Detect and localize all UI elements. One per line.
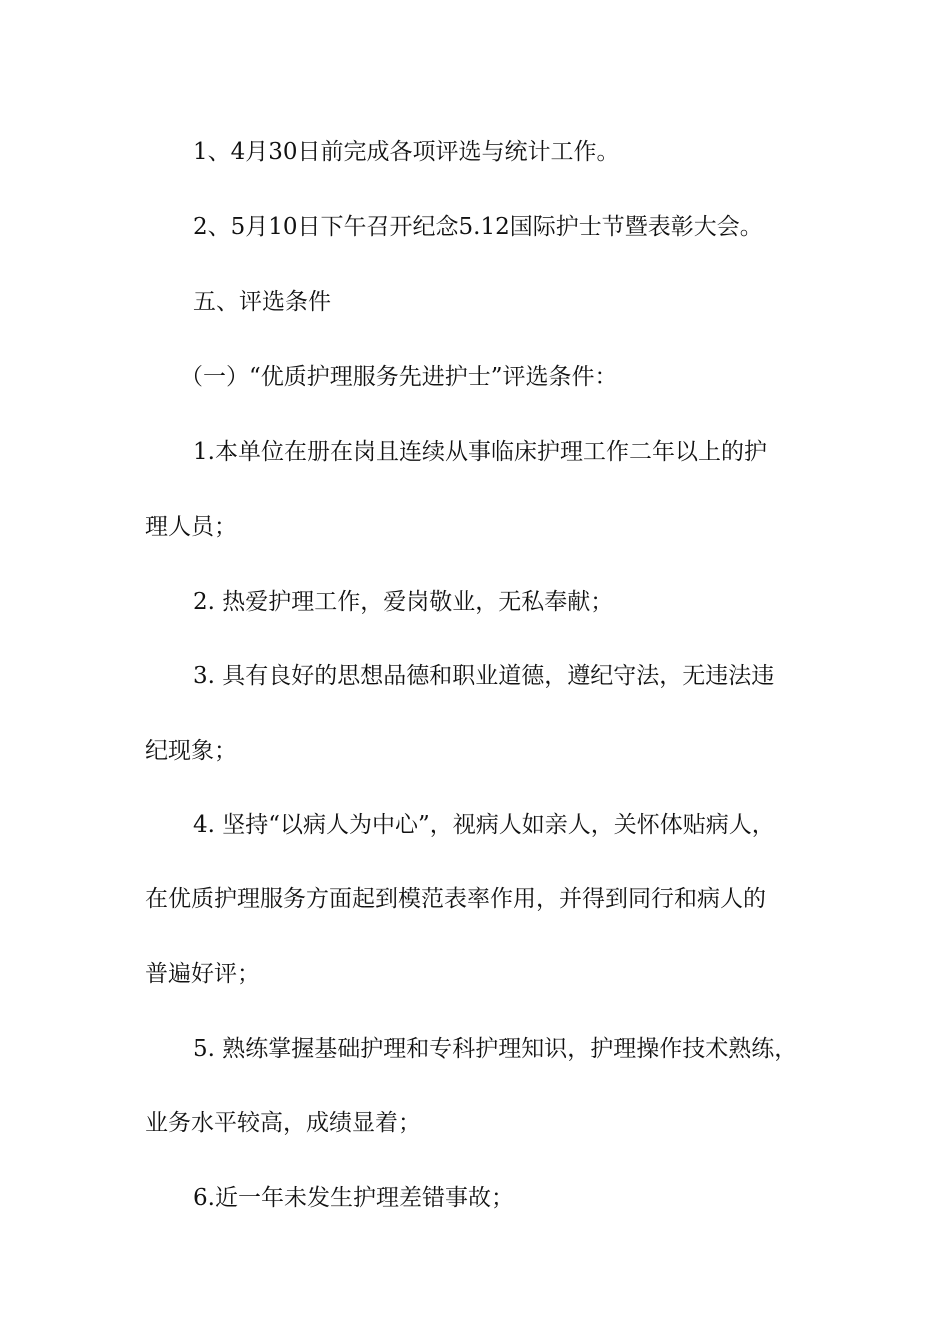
schedule-item-1: 1、4月30日前完成各项评选与统计工作。	[193, 139, 620, 165]
criterion-2: 2. 热爱护理工作，爱岗敬业，无私奉献；	[193, 589, 614, 615]
criterion-4-line-3: 普遍好评；	[145, 961, 260, 987]
criterion-5-line-1: 5. 熟练掌握基础护理和专科护理知识，护理操作技术熟练，	[193, 1036, 798, 1062]
criterion-4-line-2: 在优质护理服务方面起到模范表率作用，并得到同行和病人的	[145, 886, 766, 912]
criterion-4-line-1: 4. 坚持“以病人为中心”，视病人如亲人，关怀体贴病人，	[193, 812, 775, 838]
schedule-item-2: 2、5月10日下午召开纪念5.12国际护士节暨表彰大会。	[193, 214, 763, 240]
subsection-heading: （一）“优质护理服务先进护士”评选条件：	[180, 364, 618, 390]
criterion-5-line-2: 业务水平较高，成绩显着；	[145, 1110, 421, 1136]
criterion-3-line-1: 3. 具有良好的思想品德和职业道德，遵纪守法，无违法违	[193, 663, 775, 689]
criterion-1-line-1: 1.本单位在册在岗且连续从事临床护理工作二年以上的护	[193, 439, 767, 465]
criterion-6: 6.近一年未发生护理差错事故；	[193, 1185, 514, 1211]
section-heading: 五、评选条件	[193, 289, 331, 315]
criterion-1-line-2: 理人员；	[145, 514, 237, 540]
criterion-3-line-2: 纪现象；	[145, 738, 237, 764]
